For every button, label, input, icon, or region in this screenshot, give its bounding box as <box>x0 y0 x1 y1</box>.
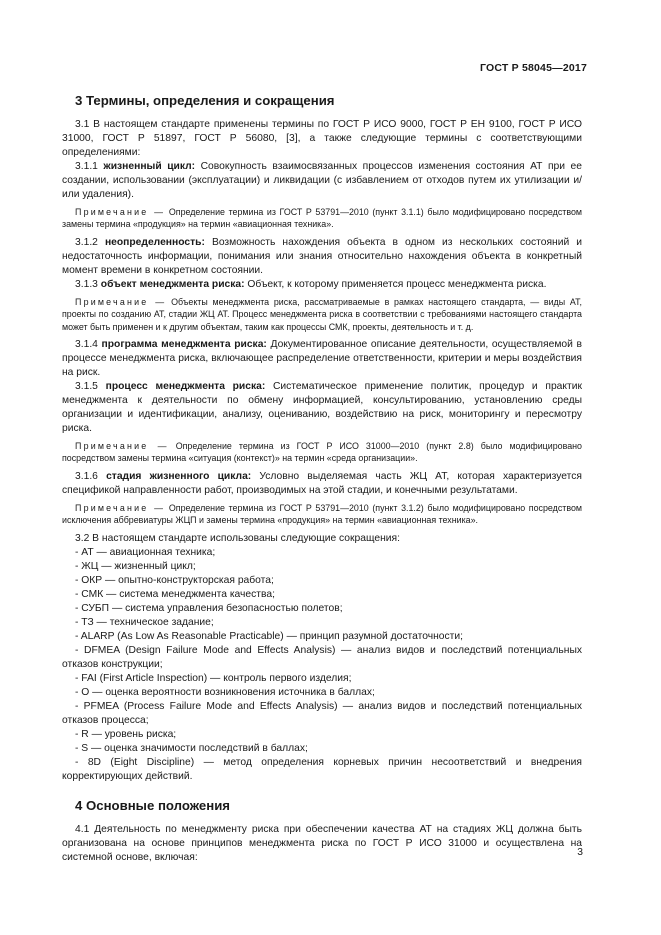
standard-header: ГОСТ Р 58045—2017 <box>479 62 587 74</box>
list-item: - PFMEA (Process Failure Mode and Effects Analysis) — анализ видов и последствий потенциальных отказов процесса; <box>62 700 582 726</box>
paragraph-3-1: 3.1 В настоящем стандарте применены термины по ГОСТ Р ИСО 9000, ГОСТ Р ЕН 9100, ГОСТ Р ИСО 31000, ГОСТ Р 51897, ГОСТ Р 56080, [3], а также следующие термины с соответствующими определениями: <box>62 119 582 158</box>
term-3-1-2: 3.1.2 неопределенность: Возможность нахождения объекта в одном из нескольких состояний и недостаточность информации, понимания или знания относительно нахождения объекта в конкретный момент времени в конкретном состоянии. <box>62 236 582 276</box>
list-item: - R — уровень риска; <box>75 728 177 740</box>
term-3-1-5: 3.1.5 процесс менеджмента риска: Систематическое применение политик, процедур и практик менеджмента к деятельности по обмену информацией, консультированию, установлению среды организации и идентификации, анализу, оцениванию, воздействию на риск, мониторингу и пересмотру риска. <box>62 381 582 435</box>
note-3-1-1: Примечание — Определение термина из ГОСТ Р 53791—2010 (пункт 3.1.1) было модифицировано посредством замены термина «продукция» на термин «авиационная техника». <box>62 207 582 230</box>
term-3-1-4: 3.1.4 программа менеджмента риска: Документированное описание деятельности, осуществляемой в процессе менеджмента риска, включающее распределение ответственности, критерии и меры воздействия на риск. <box>62 339 582 379</box>
list-item: - DFMEA (Design Failure Mode and Effects Analysis) — анализ видов и последствий потенциальных отказов конструкции; <box>62 644 582 670</box>
list-item: - АТ — авиационная техника; <box>75 546 216 558</box>
list-item: - ТЗ — техническое задание; <box>75 616 214 628</box>
list-item: - ОКР — опытно-конструкторская работа; <box>75 574 274 586</box>
page-content <box>62 93 582 865</box>
page-number: 3 <box>577 847 583 858</box>
section-3-title: 3 Термины, определения и сокращения <box>75 93 335 108</box>
list-item: - 8D (Eight Discipline) — метод определения корневых причин несоответствий и внедрения корректирующих действий. <box>62 756 582 782</box>
note-3-1-3: Примечание — Объекты менеджмента риска, рассматриваемые в рамках настоящего стандарта, — виды АТ, проекты по созданию АТ, стадии ЖЦ АТ. Процесс менеджмента риска в соответствии с требованиями настоящего стандарта может быть применен и к другим объектам, таким как процессы СМК, проекты, деятельность и т. д. <box>62 296 582 332</box>
paragraph-3-2: 3.2 В настоящем стандарте использованы следующие сокращения: <box>75 532 400 544</box>
abbreviation-list <box>62 546 582 784</box>
note-3-1-5: Примечание — Определение термина из ГОСТ Р ИСО 31000—2010 (пункт 2.8) было модифицировано посредством замены термина «ситуация (контекст)» на термин «среда организации». <box>62 441 582 464</box>
note-3-1-6: Примечание — Определение термина из ГОСТ Р 53791—2010 (пункт 3.1.2) было модифицировано посредством исключения аббревиатуры ЖЦП и замены термина «продукция» на термин «авиационная техника». <box>62 502 582 526</box>
term-3-1-6: 3.1.6 стадия жизненного цикла: Условно выделяемая часть ЖЦ АТ, которая характеризуется спецификой направленности работ, производимых на этой стадии, и конечными результатами. <box>62 470 582 496</box>
list-item: - СУБП — система управления безопасностью полетов; <box>75 602 343 614</box>
list-item: - ALARP (As Low As Reasonable Practicable) — принцип разумной достаточности; <box>75 630 463 642</box>
list-item: - O — оценка вероятности возникновения источника в баллах; <box>75 686 375 698</box>
paragraph-4-1: 4.1 Деятельность по менеджменту риска при обеспечении качества АТ на стадиях ЖЦ должна быть организована на основе принципов менеджмента риска по ГОСТ Р ИСО 31000 и осуществлена на системной основе, включая: <box>62 823 582 863</box>
list-item: - FAI (First Article Inspection) — контроль первого изделия; <box>75 672 352 684</box>
list-item: - СМК — система менеджмента качества; <box>75 588 275 600</box>
section-4-title: 4 Основные положения <box>75 797 230 813</box>
term-3-1-1: 3.1.1 жизненный цикл: Совокупность взаимосвязанных процессов изменения состояния АТ при ее создании, использовании (эксплуатации) и ликвидации (с избавлением от отходов путем их утилизации и/или удаления). <box>62 161 582 200</box>
list-item: - ЖЦ — жизненный цикл; <box>75 560 196 572</box>
term-3-1-3: 3.1.3 объект менеджмента риска: Объект, к которому применяется процесс менеджмента риска. <box>75 278 547 290</box>
list-item: - S — оценка значимости последствий в баллах; <box>75 742 308 754</box>
